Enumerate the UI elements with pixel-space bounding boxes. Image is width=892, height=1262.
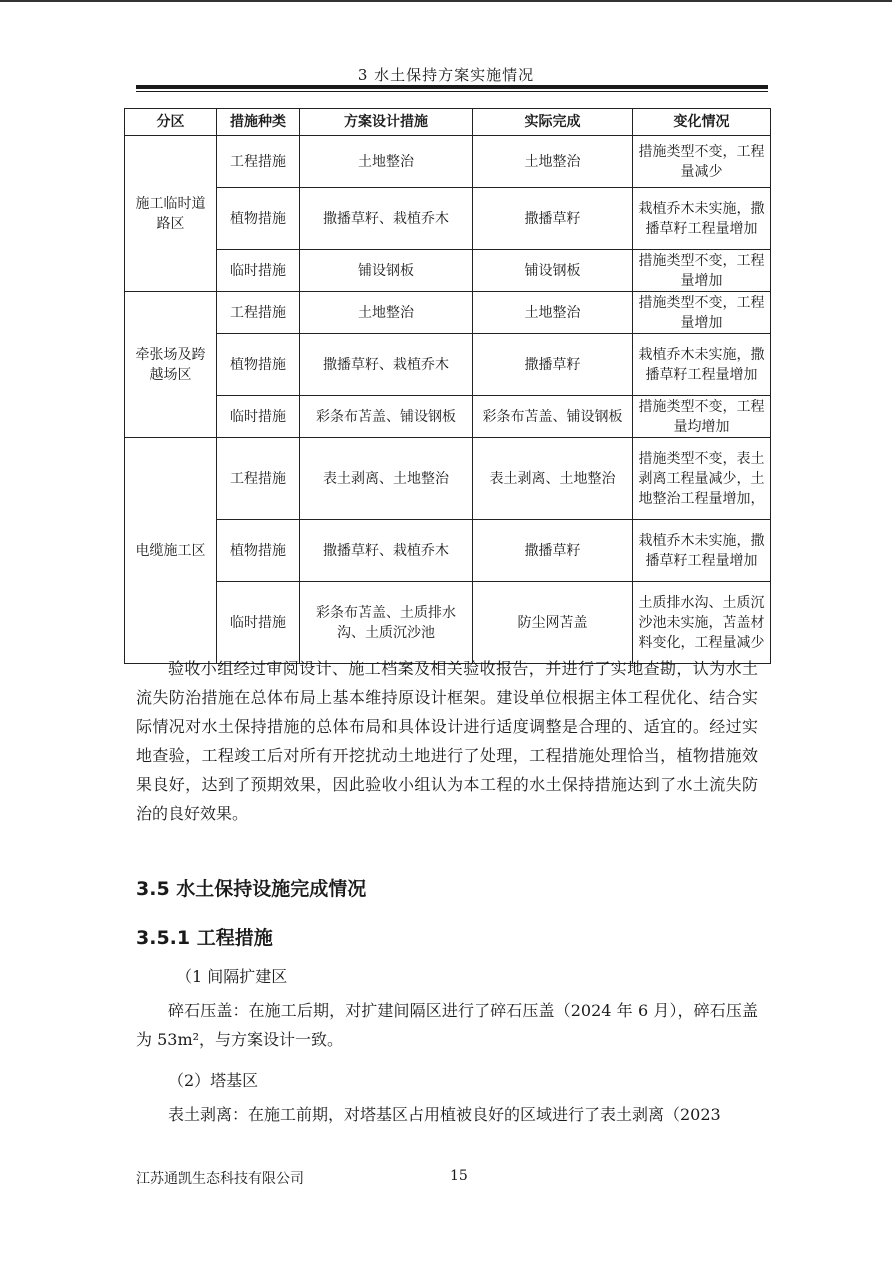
subsection-heading: 3.5.1 工程措施 bbox=[136, 927, 273, 949]
change-cell: 栽植乔木未实施，撒播草籽工程量增加 bbox=[633, 334, 771, 396]
design-cell: 撒播草籽、栽植乔木 bbox=[300, 520, 473, 582]
item1-text: 碎石压盖：在施工后期，对扩建间隔区进行了碎石压盖（2024 年 6 月），碎石压盖为 53m²，与方案设计一致。 bbox=[136, 1001, 758, 1049]
actual-cell: 撒播草籽 bbox=[473, 188, 633, 250]
measure-type-cell: 植物措施 bbox=[217, 188, 300, 250]
design-cell: 彩条布苫盖、土质排水沟、土质沉沙池 bbox=[300, 582, 473, 664]
design-cell: 表土剥离、土地整治 bbox=[300, 438, 473, 520]
table-row bbox=[125, 292, 771, 334]
zone-cell: 施工临时道路区 bbox=[125, 136, 217, 292]
table-row bbox=[125, 334, 771, 396]
change-cell: 措施类型不变，表土剥离工程量减少，土地整治工程量增加， bbox=[633, 438, 771, 520]
actual-cell: 彩条布苫盖、铺设钢板 bbox=[473, 396, 633, 438]
measure-type-cell: 植物措施 bbox=[217, 520, 300, 582]
actual-cell: 铺设钢板 bbox=[473, 250, 633, 292]
header-rule-thin bbox=[136, 91, 768, 92]
actual-cell: 土地整治 bbox=[473, 136, 633, 188]
design-cell: 土地整治 bbox=[300, 292, 473, 334]
table-row bbox=[125, 396, 771, 438]
header-actual: 实际完成 bbox=[473, 109, 633, 136]
measure-type-cell: 临时措施 bbox=[217, 582, 300, 664]
measure-type-cell: 临时措施 bbox=[217, 250, 300, 292]
change-cell: 土质排水沟、土质沉沙池未实施，苫盖材料变化，工程量减少 bbox=[633, 582, 771, 664]
measure-type-cell: 工程措施 bbox=[217, 438, 300, 520]
summary-paragraph: 验收小组经过审阅设计、施工档案及相关验收报告，并进行了实地查勘，认为水土流失防治措施在总体布局上基本维持原设计框架。建设单位根据主体工程优化、结合实际情况对水土保持措施的总体布局和具体设计进行适度调整是合理的、适宜的。经过实地查验，工程竣工后对所有开挖扰动土地进行了处理，工程措施处理恰当，植物措施效果良好，达到了预期效果，因此验收小组认为本工程的水土保持措施达到了水土流失防治的良好效果。 bbox=[136, 659, 758, 823]
item2-text: 表土剥离：在施工前期，对塔基区占用植被良好的区域进行了表土剥离（2023 bbox=[168, 1105, 721, 1124]
table-row bbox=[125, 136, 771, 188]
measures-comparison-table bbox=[124, 108, 771, 664]
header-zone: 分区 bbox=[125, 109, 217, 136]
change-cell: 栽植乔木未实施，撒播草籽工程量增加 bbox=[633, 520, 771, 582]
header-rule-thick bbox=[136, 85, 768, 89]
change-cell: 栽植乔木未实施，撒播草籽工程量增加 bbox=[633, 188, 771, 250]
table-header-row bbox=[125, 109, 771, 136]
table-row bbox=[125, 188, 771, 250]
section-heading: 3.5 水土保持设施完成情况 bbox=[136, 878, 367, 900]
table-row bbox=[125, 582, 771, 664]
change-cell: 措施类型不变，工程量增加 bbox=[633, 250, 771, 292]
running-header-title: 3 水土保持方案实施情况 bbox=[357, 66, 535, 84]
page-number: 15 bbox=[450, 1168, 468, 1184]
item2-heading: （2）塔基区 bbox=[168, 1071, 259, 1090]
design-cell: 彩条布苫盖、铺设钢板 bbox=[300, 396, 473, 438]
design-cell: 铺设钢板 bbox=[300, 250, 473, 292]
top-border-line bbox=[0, 0, 892, 2]
design-cell: 土地整治 bbox=[300, 136, 473, 188]
header-measure-type: 措施种类 bbox=[217, 109, 300, 136]
actual-cell: 撒播草籽 bbox=[473, 520, 633, 582]
table-row bbox=[125, 250, 771, 292]
zone-cell: 电缆施工区 bbox=[125, 438, 217, 664]
footer-company: 江苏通凯生态科技有限公司 bbox=[136, 1171, 304, 1187]
item1-heading: （1 间隔扩建区 bbox=[176, 967, 288, 986]
design-cell: 撒播草籽、栽植乔木 bbox=[300, 334, 473, 396]
change-cell: 措施类型不变，工程量减少 bbox=[633, 136, 771, 188]
zone-cell: 牵张场及跨越场区 bbox=[125, 292, 217, 438]
actual-cell: 撒播草籽 bbox=[473, 334, 633, 396]
design-cell: 撒播草籽、栽植乔木 bbox=[300, 188, 473, 250]
table-row bbox=[125, 438, 771, 520]
table-row bbox=[125, 520, 771, 582]
actual-cell: 防尘网苫盖 bbox=[473, 582, 633, 664]
measure-type-cell: 临时措施 bbox=[217, 396, 300, 438]
header-design-measure: 方案设计措施 bbox=[300, 109, 473, 136]
change-cell: 措施类型不变，工程量均增加 bbox=[633, 396, 771, 438]
measure-type-cell: 工程措施 bbox=[217, 136, 300, 188]
change-cell: 措施类型不变，工程量增加 bbox=[633, 292, 771, 334]
measure-type-cell: 工程措施 bbox=[217, 292, 300, 334]
measure-type-cell: 植物措施 bbox=[217, 334, 300, 396]
actual-cell: 表土剥离、土地整治 bbox=[473, 438, 633, 520]
actual-cell: 土地整治 bbox=[473, 292, 633, 334]
header-change: 变化情况 bbox=[633, 109, 771, 136]
